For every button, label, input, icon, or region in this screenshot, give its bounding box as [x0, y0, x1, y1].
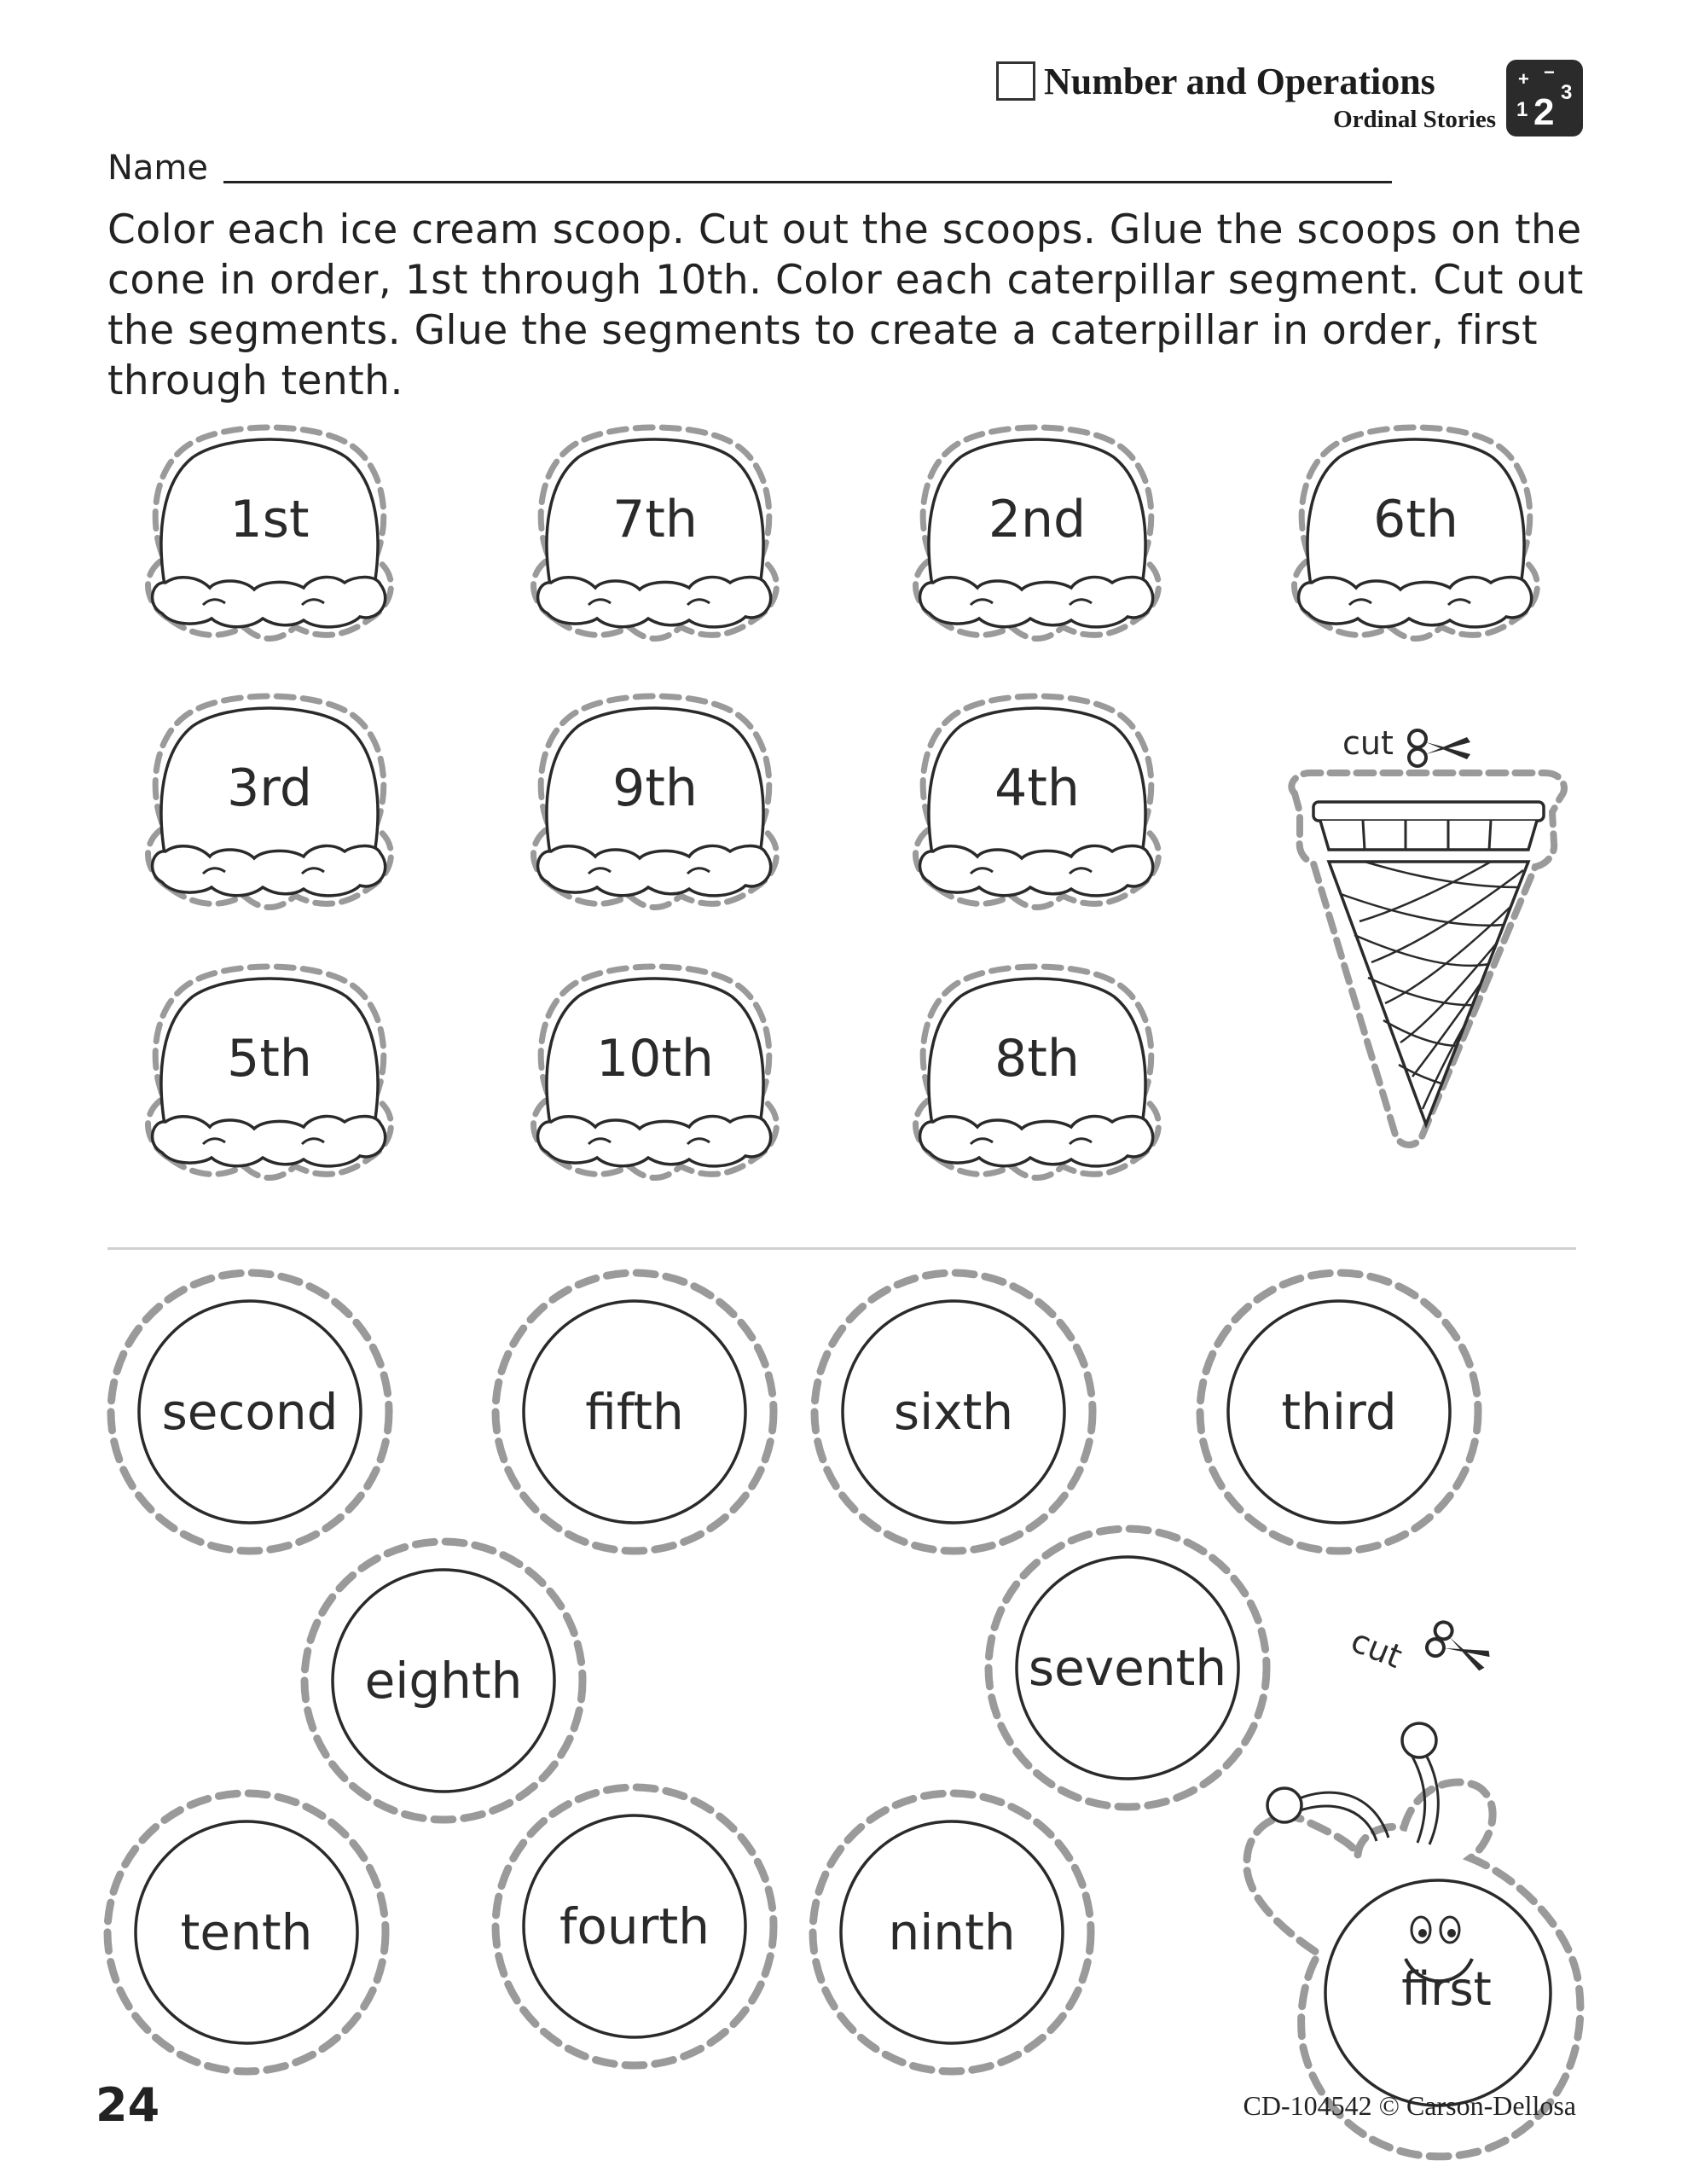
- scoop-label: 4th: [994, 758, 1080, 818]
- segment-label: ninth: [888, 1903, 1016, 1961]
- ice-cream-scoop[interactable]: [1295, 427, 1538, 639]
- scoop-label: 1st: [229, 490, 310, 549]
- ice-cream-scoop[interactable]: [148, 967, 391, 1178]
- segment-label: seventh: [1028, 1639, 1227, 1697]
- ice-cream-scoop[interactable]: [916, 427, 1159, 639]
- segment-label: third: [1281, 1383, 1397, 1441]
- caterpillar-segment[interactable]: [1200, 1273, 1478, 1551]
- scoop-label: 8th: [994, 1029, 1080, 1089]
- section-title: Number and Operations: [1044, 61, 1435, 102]
- scoop-label: 7th: [612, 490, 698, 549]
- section-subtitle: Ordinal Stories: [1333, 106, 1496, 133]
- ice-cream-scoop[interactable]: [534, 696, 777, 908]
- ice-cream-scoop[interactable]: [534, 967, 777, 1178]
- segments-layer: [107, 1273, 1478, 2071]
- caterpillar-segment[interactable]: [988, 1529, 1267, 1807]
- ice-cream-cone[interactable]: [1291, 773, 1564, 1145]
- ice-cream-scoop[interactable]: [148, 427, 391, 639]
- scoop-label: 9th: [612, 758, 698, 818]
- ice-cream-scoop[interactable]: [534, 427, 777, 639]
- cut-label-bottom: cut: [1346, 1621, 1408, 1676]
- badge-two: 2: [1533, 91, 1555, 133]
- ice-cream-scoop[interactable]: [148, 696, 391, 908]
- segment-label: tenth: [180, 1903, 313, 1961]
- segment-label: second: [161, 1383, 339, 1441]
- badge-minus: −: [1544, 61, 1555, 83]
- cut-label-top: cut: [1342, 724, 1394, 762]
- badge-plus: +: [1518, 68, 1529, 90]
- caterpillar-segment[interactable]: [111, 1273, 389, 1551]
- instructions-text: Color each ice cream scoop. Cut out the scoops. Glue the scoops on the cone in order, 1st through 10th. Color each caterpillar segment. Cut out the segments. Glue the segments to create a caterpillar in order, first through tenth.: [107, 206, 1584, 404]
- caterpillar-segment[interactable]: [496, 1787, 774, 2065]
- segment-label: eighth: [364, 1652, 523, 1710]
- scoop-label: 6th: [1373, 490, 1458, 549]
- name-label: Name: [107, 148, 209, 188]
- caterpillar-segment[interactable]: [813, 1793, 1091, 2071]
- segment-label: sixth: [893, 1383, 1014, 1441]
- segment-label: fifth: [585, 1383, 684, 1441]
- scissors-icon: [1409, 730, 1470, 766]
- ice-cream-scoop[interactable]: [916, 696, 1159, 908]
- caterpillar-segment[interactable]: [815, 1273, 1093, 1551]
- scissors-icon-bottom: [1424, 1619, 1495, 1678]
- caterpillar-segment[interactable]: [107, 1793, 386, 2071]
- scoop-label: 10th: [596, 1029, 714, 1089]
- scoop-label: 2nd: [988, 490, 1087, 549]
- caterpillar-segment[interactable]: [304, 1542, 583, 1820]
- scoop-label: 5th: [227, 1029, 312, 1089]
- copyright-notice: CD-104542 © Carson-Dellosa: [1243, 2090, 1576, 2121]
- caterpillar-head-label: first: [1401, 1962, 1492, 2016]
- page-number: 24: [96, 2078, 160, 2132]
- badge-three: 3: [1561, 81, 1573, 104]
- scoop-label: 3rd: [227, 758, 312, 818]
- caterpillar-segment[interactable]: [496, 1273, 774, 1551]
- badge-one: 1: [1516, 98, 1528, 121]
- segment-label: fourth: [559, 1897, 710, 1955]
- ice-cream-scoop[interactable]: [916, 967, 1159, 1178]
